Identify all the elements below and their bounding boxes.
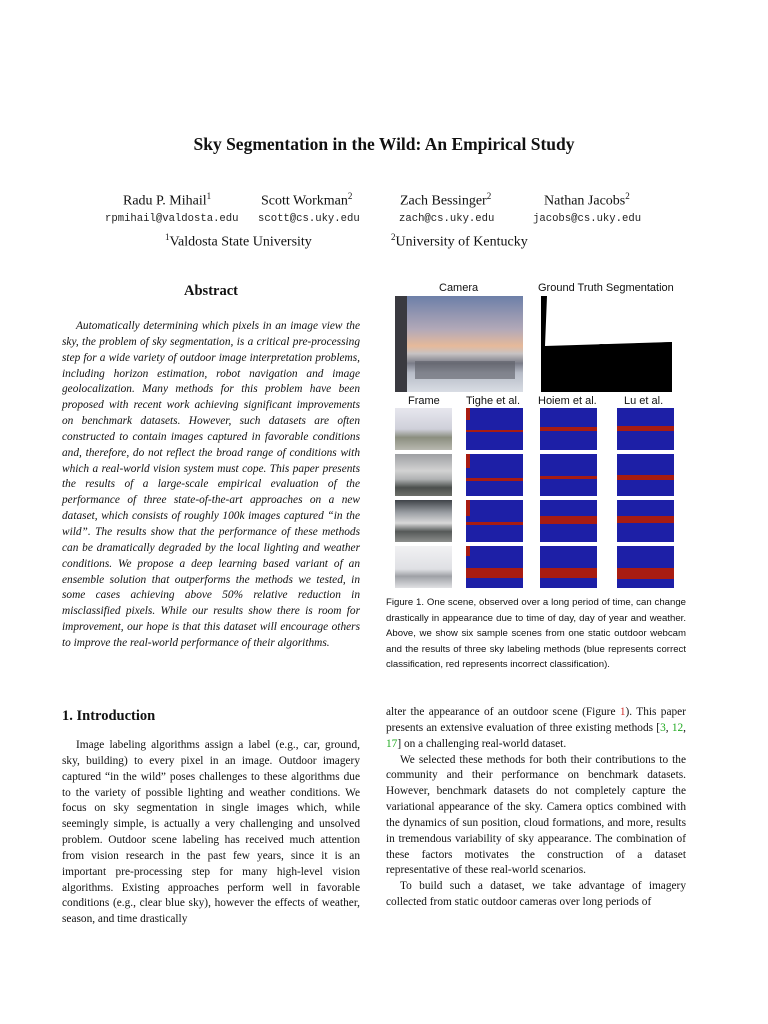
segmentation-result (466, 408, 523, 450)
figure-label-camera: Camera (439, 282, 479, 294)
author-name: Scott Workman$^2$ (261, 191, 353, 209)
segmentation-result (466, 454, 523, 496)
frame-thumbnail (395, 500, 452, 542)
paragraph: alter the appearance of an outdoor scene (Figure 1). This paper presents an extensive evaluation of three existing methods [3, 12, 17] on a challenging real-world dataset. (386, 706, 686, 750)
frame-thumbnail (395, 546, 452, 588)
segmentation-result (466, 546, 523, 588)
author-email: jacobs@cs.uky.edu (533, 213, 642, 225)
figure-label-frame: Frame (408, 395, 440, 407)
figure-label-hoiem: Hoiem et al. (538, 395, 597, 407)
affiliation: $^1$Valdosta State University (165, 232, 312, 250)
segmentation-result (466, 500, 523, 542)
segmentation-result (540, 500, 597, 542)
author-name: Radu P. Mihail$^1$ (123, 191, 212, 209)
segmentation-result (617, 408, 674, 450)
paragraph: Image labeling algorithms assign a label (e.g., car, ground, sky, building) to every pixel in an image. Outdoor imagery captured “in the wild” poses challenges to these algorithms due to the variety of possible lighting and weather conditions. We focus on sky segmentation in single images which, while seemingly simple, is actually a very challenging and unsolved problem. Outdoor scene labeling has received much attention from vision research in the past few years, since it is an important pre-processing step for many high-level vision algorithms. Existing approaches perform well in favorable conditions (e.g., clear blue sky), however the effects of weather, season, and time drastically (62, 739, 360, 926)
paragraph: To build such a dataset, we take advantage of imagery collected from static outdoor cameras over long periods of (386, 880, 686, 909)
segmentation-result (540, 546, 597, 588)
author-email: scott@cs.uky.edu (258, 213, 360, 225)
figure-label-ground-truth: Ground Truth Segmentation (538, 282, 674, 294)
section-heading: 1. Introduction (62, 708, 156, 724)
intro-left-column (62, 738, 360, 928)
frame-thumbnail (395, 408, 452, 450)
figure-label-lu: Lu et al. (624, 395, 664, 407)
figure-caption: Figure 1. One scene, observed over a long period of time, can change drastically in appearance due to time of day, day of year and weather. Above, we show six sample scenes from one static outdoor webcam and the results of three sky labeling methods (blue represents correct classification, red represents incorrect classification). (386, 597, 686, 671)
citation-link[interactable]: 12 (671, 721, 684, 734)
citation-link[interactable]: 17 (386, 737, 398, 750)
author-email: rpmihail@valdosta.edu (105, 213, 239, 225)
figure-ref-link[interactable]: 1 (619, 706, 626, 718)
frame-thumbnail (395, 454, 452, 496)
segmentation-result (617, 454, 674, 496)
abstract-heading: Abstract (184, 283, 238, 299)
affiliation: $^2$University of Kentucky (391, 232, 528, 250)
segmentation-result (540, 454, 597, 496)
abstract-text: Automatically determining which pixels in an image view the sky, the problem of sky segmentation, is a critical pre-processing step for a wide variety of outdoor image interpretation problems, including horizon estimation, robot navigation and image geolocalization. Many methods for this problem have been proposed with recent work achieving significant improvements on benchmark datasets. However, such datasets are often constructed to contain images captured in favorable conditions and, therefore, do not reflect the broad range of conditions with which a real-world vision system must cope. This paper presents the results of a large-scale empirical evaluation of the performance of three state-of-the-art approaches on a new dataset, which consists of roughly 100k images captured “in the wild”. The results show that the performance of these methods can be dramatically degraded by the local lighting and weather conditions. We propose a deep learning based variant of an ensemble solution that outperforms the methods we tested, in some cases achieving above 50% relative reduction in misclassified pixels. While our results show there is room for improvement, our hope is that this dataset will encourage others to improve the real-world performance of their algorithms. (62, 320, 360, 649)
citation-link[interactable]: 3 (660, 721, 666, 734)
author-name: Nathan Jacobs$^2$ (544, 191, 630, 209)
author-email: zach@cs.uky.edu (399, 213, 495, 225)
camera-image (395, 296, 523, 392)
segmentation-result (540, 408, 597, 450)
ground-truth-image (541, 296, 672, 392)
segmentation-result (617, 546, 674, 588)
segmentation-result (617, 500, 674, 542)
figure-label-tighe: Tighe et al. (466, 395, 521, 407)
intro-right-column (386, 705, 686, 911)
paper-title: Sky Segmentation in the Wild: An Empirical Study (193, 134, 575, 154)
author-name: Zach Bessinger$^2$ (400, 191, 492, 209)
paragraph: We selected these methods for both their contributions to the community and their performance on benchmark datasets. However, benchmark datasets do not completely capture the variational appearance of the sky. Camera optics combined with the dynamics of sun position, cloud formations, and more, results in tremendous variability of sky appearance. The combination of these factors motivates the construction of a dataset representative of these real-world scenarios. (386, 753, 686, 877)
